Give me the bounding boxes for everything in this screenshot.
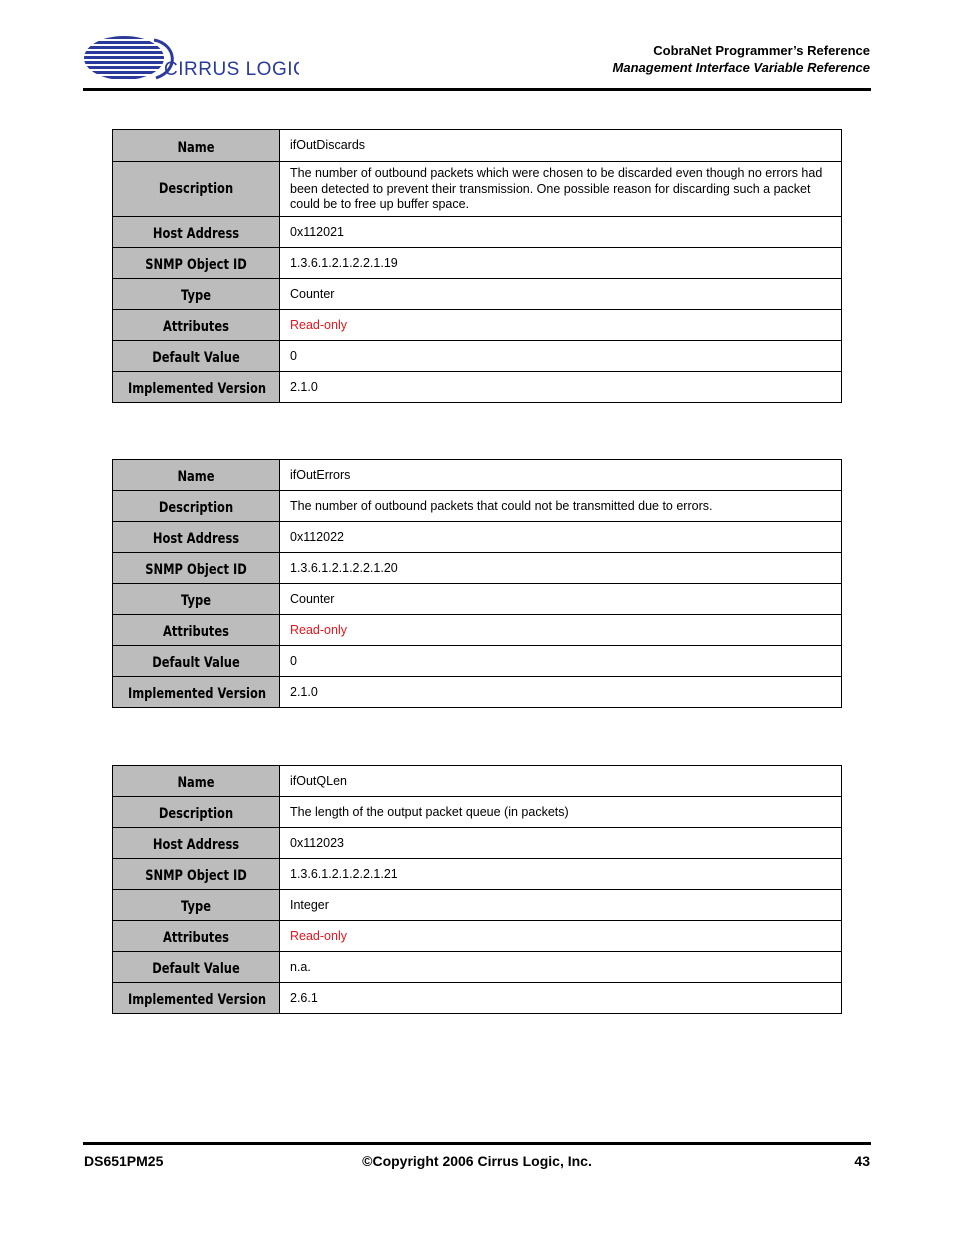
value-host-address: 0x112023 [280,828,842,859]
value-name: ifOutDiscards [280,130,842,162]
label-host-address: Host Address [152,837,240,853]
label-snmp-object-id: SNMP Object ID [145,868,247,884]
table-row [113,615,842,646]
label-snmp-object-id: SNMP Object ID [145,562,247,578]
value-snmp-object-id: 1.3.6.1.2.1.2.2.1.21 [280,859,842,890]
label-type: Type [181,593,211,609]
table-row [113,921,842,952]
value-description: The number of outbound packets which were chosen to be discarded even though no errors had been detected to prevent their transmission. One possible reason for discarding such a packet could be to free up buffer space. [280,162,842,217]
value-snmp-object-id: 1.3.6.1.2.1.2.2.1.19 [280,248,842,279]
page-number: 43 [854,1153,870,1169]
table-row [113,952,842,983]
label-attributes: Attributes [163,624,229,640]
value-implemented-version: 2.6.1 [280,983,842,1014]
footer-rule [83,1142,871,1145]
table-row [113,797,842,828]
label-description: Description [158,806,234,822]
logo-text: CIRRUS LOGIC [164,59,299,80]
table-row [113,162,842,217]
table-row [113,460,842,491]
table-row [113,828,842,859]
label-type: Type [181,899,211,915]
table-row [113,859,842,890]
table-row [113,553,842,584]
value-name: ifOutQLen [280,766,842,797]
table-row [113,248,842,279]
label-name: Name [177,139,215,156]
value-default-value: 0 [280,646,842,677]
cirrus-logo-icon [84,34,299,82]
variable-table-ifoutqlen [112,765,842,1014]
label-implemented-version: Implemented Version [127,381,267,397]
label-default-value: Default Value [152,655,240,671]
label-snmp-object-id: SNMP Object ID [145,257,247,273]
value-description: The length of the output packet queue (in packets) [280,797,842,828]
value-default-value: 0 [280,341,842,372]
copyright-notice: ©Copyright 2006 Cirrus Logic, Inc. [362,1153,592,1169]
label-host-address: Host Address [152,531,240,547]
table-row [113,491,842,522]
header-rule [83,88,871,91]
label-attributes: Attributes [163,930,229,946]
label-name: Name [177,469,215,485]
value-description: The number of outbound packets that could not be transmitted due to errors. [280,491,842,522]
label-host-address: Host Address [152,226,240,242]
label-type: Type [181,288,211,304]
table-row [113,372,842,403]
value-attributes: Read-only [280,921,842,952]
label-implemented-version: Implemented Version [127,992,267,1008]
label-default-value: Default Value [152,350,240,366]
table-row [113,217,842,248]
cirrus-logic-logo [84,34,299,82]
value-default-value: n.a. [280,952,842,983]
table-row [113,584,842,615]
document-section: Management Interface Variable Reference [612,60,870,75]
value-type: Counter [280,584,842,615]
value-host-address: 0x112021 [280,217,842,248]
label-description: Description [158,181,234,197]
value-implemented-version: 2.1.0 [280,372,842,403]
table-row [113,522,842,553]
document-id: DS651PM25 [84,1153,164,1169]
table-row [113,279,842,310]
table-row [113,646,842,677]
value-type: Counter [280,279,842,310]
value-implemented-version: 2.1.0 [280,677,842,708]
value-attributes: Read-only [280,615,842,646]
table-row [113,130,842,162]
table-row [113,890,842,921]
table-row [113,766,842,797]
table-row [113,983,842,1014]
label-default-value: Default Value [152,961,240,977]
label-implemented-version: Implemented Version [127,686,267,702]
page-header [613,42,870,76]
value-name: ifOutErrors [280,460,842,491]
table-row [113,677,842,708]
label-name: Name [177,775,215,791]
table-row [113,341,842,372]
table-row [113,310,842,341]
value-attributes: Read-only [280,310,842,341]
label-description: Description [158,500,234,516]
value-snmp-object-id: 1.3.6.1.2.1.2.2.1.20 [280,553,842,584]
value-type: Integer [280,890,842,921]
variable-table-ifouterrors [112,459,842,708]
label-attributes: Attributes [163,319,229,335]
value-host-address: 0x112022 [280,522,842,553]
variable-table-ifoutdiscards [112,129,842,403]
document-title: CobraNet Programmer’s Reference [653,43,870,58]
